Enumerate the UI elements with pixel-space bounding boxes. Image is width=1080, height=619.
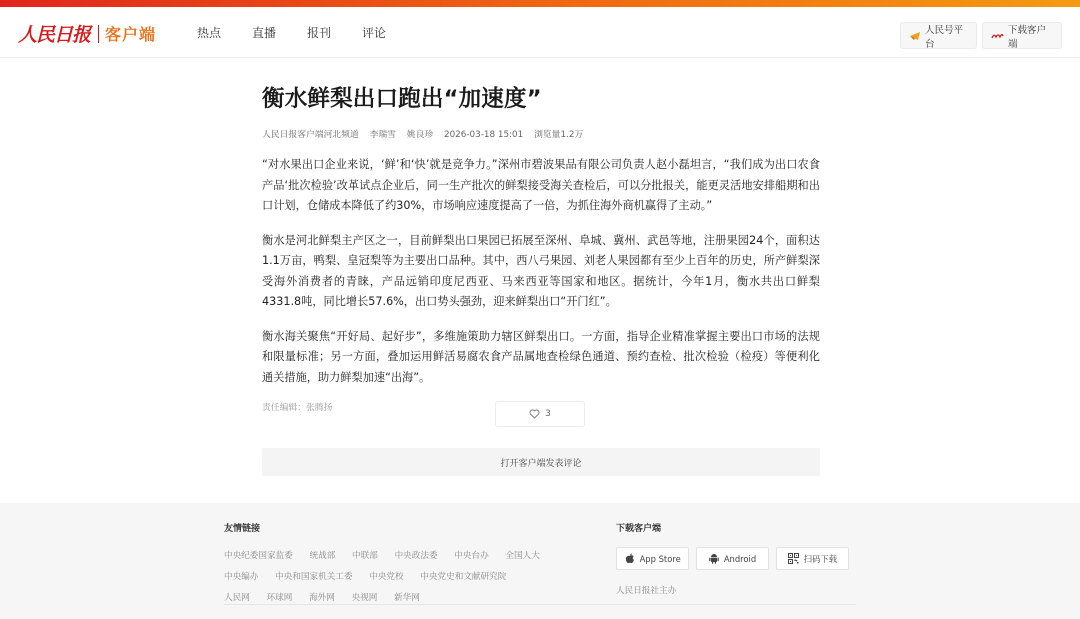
article-author: 李瑞雪 [369, 130, 396, 140]
android-icon [709, 553, 719, 564]
nav-item-live[interactable]: 直播 [252, 26, 277, 40]
app-store-button[interactable] [616, 547, 689, 570]
comment-prompt: 打开客户端发表评论 [500, 458, 582, 469]
nav-item-commentary[interactable]: 评论 [362, 26, 387, 40]
megaphone-icon [909, 31, 921, 41]
friend-links-title: 友情链接 [224, 524, 261, 534]
article-time: 2026-03-18 15:01 [443, 130, 524, 140]
friend-link[interactable]: 新华网 [394, 593, 420, 603]
site-footer [0, 503, 1080, 619]
footer-divider [224, 604, 856, 605]
app-logo-icon [991, 32, 1004, 40]
friend-link[interactable]: 中联部 [352, 551, 378, 561]
friend-links-row [224, 570, 554, 582]
friend-links-row [224, 549, 554, 561]
main-nav [197, 24, 417, 41]
heart-icon [529, 409, 540, 419]
open-app-comment-button[interactable] [262, 448, 820, 476]
apple-icon [625, 553, 635, 564]
qr-download-label: 扫码下载 [803, 553, 838, 564]
like-button[interactable] [495, 401, 585, 427]
site-logo[interactable] [18, 20, 156, 47]
like-count: 3 [545, 409, 551, 419]
platform-button-label: 人民号平台 [925, 24, 964, 50]
friend-links [224, 521, 554, 603]
app-store-label: App Store [639, 553, 681, 564]
renminhao-platform-button[interactable] [900, 22, 977, 49]
android-button[interactable] [696, 547, 768, 570]
article-title: 衡水鲜梨出口跑出“加速度” [262, 86, 542, 112]
article-paragraph: 衡水是河北鲜梨主产区之一，目前鲜梨出口果园已拓展至深州、阜城、冀州、武邑等地，注册果园24个，面积达1.1万亩，鸭梨、皇冠梨等为主要出口品种。其中，西八弓果园、刘老人果园都有至少上百年的历史，所产鲜梨深受海外消费者的青睐，产品远销印度尼西亚、马来西亚等国家和地区。据统计，今年1月，衡水共出口鲜梨4331.8吨，同比增长57.6%，出口势头强劲，迎来鲜梨出口“开门红”。 [262, 233, 820, 308]
logo-subtitle: 客户端 [105, 25, 157, 44]
logo-divider [98, 25, 99, 43]
friend-link[interactable]: 中央编办 [224, 572, 259, 582]
download-button-label: 下载客户端 [1008, 24, 1047, 50]
download-section [616, 521, 856, 596]
friend-link[interactable]: 人民网 [224, 593, 250, 603]
article [262, 59, 820, 413]
friend-link[interactable]: 中央和国家机关工委 [275, 572, 353, 582]
friend-link[interactable]: 中央政法委 [394, 551, 438, 561]
friend-link[interactable]: 全国人大 [505, 551, 540, 561]
friend-link[interactable]: 中央纪委国家监委 [224, 551, 293, 561]
nav-item-newspaper[interactable]: 报刊 [307, 26, 332, 40]
friend-link[interactable]: 环球网 [266, 593, 293, 603]
friend-link[interactable]: 海外网 [309, 593, 335, 603]
friend-link[interactable]: 央视网 [351, 593, 378, 603]
download-buttons [616, 547, 856, 570]
article-paragraph: 衡水海关聚焦“开好局、起好步”，多维施策助力辖区鲜梨出口。一方面，指导企业精准掌握主要出口市场的法规和限量标准；另一方面，叠加运用鲜活易腐农食产品属地查检绿色通道、预约查检、批次检验（检疫）等便利化通关措施，助力鲜梨加速“出海”。 [262, 329, 820, 384]
friend-link[interactable]: 中央党史和文献研究院 [420, 572, 507, 582]
nav-item-hot[interactable]: 热点 [197, 26, 222, 40]
article-meta [262, 127, 820, 140]
friend-link[interactable]: 统战部 [309, 551, 336, 561]
site-header [0, 7, 1080, 58]
android-label: Android [723, 553, 757, 564]
article-author: 姚良珍 [406, 130, 434, 140]
download-title: 下载客户端 [616, 524, 662, 534]
friend-links-row [224, 591, 554, 603]
top-accent-bar [0, 0, 1080, 7]
responsible-editor: 责任编辑：张腾扬 [262, 403, 333, 413]
logo-name: 人民日报 [18, 24, 91, 46]
article-paragraph: “对水果出口企业来说，‘鲜’和‘快’就是竞争力。”深州市碧波果品有限公司负责人赵小磊坦言，“我们成为出口农食产品‘批次检验’改革试点企业后，同一生产批次的鲜梨接受海关查检后，可以分批报关，能更灵活地安排船期和出口计划，仓储成本降低了约30%，市场响应速度提高了一倍，为抓住海外商机赢得了主动。” [262, 158, 820, 212]
host-organization: 人民日报社主办 [616, 586, 677, 596]
friend-link[interactable]: 中央台办 [454, 551, 489, 561]
qr-download-button[interactable] [776, 547, 849, 570]
friend-link[interactable]: 中央党校 [369, 572, 404, 582]
article-views: 浏览量1.2万 [534, 130, 584, 140]
download-app-button[interactable] [982, 22, 1062, 49]
article-source: 人民日报客户端河北频道 [262, 130, 359, 140]
qr-code-icon [788, 553, 799, 564]
